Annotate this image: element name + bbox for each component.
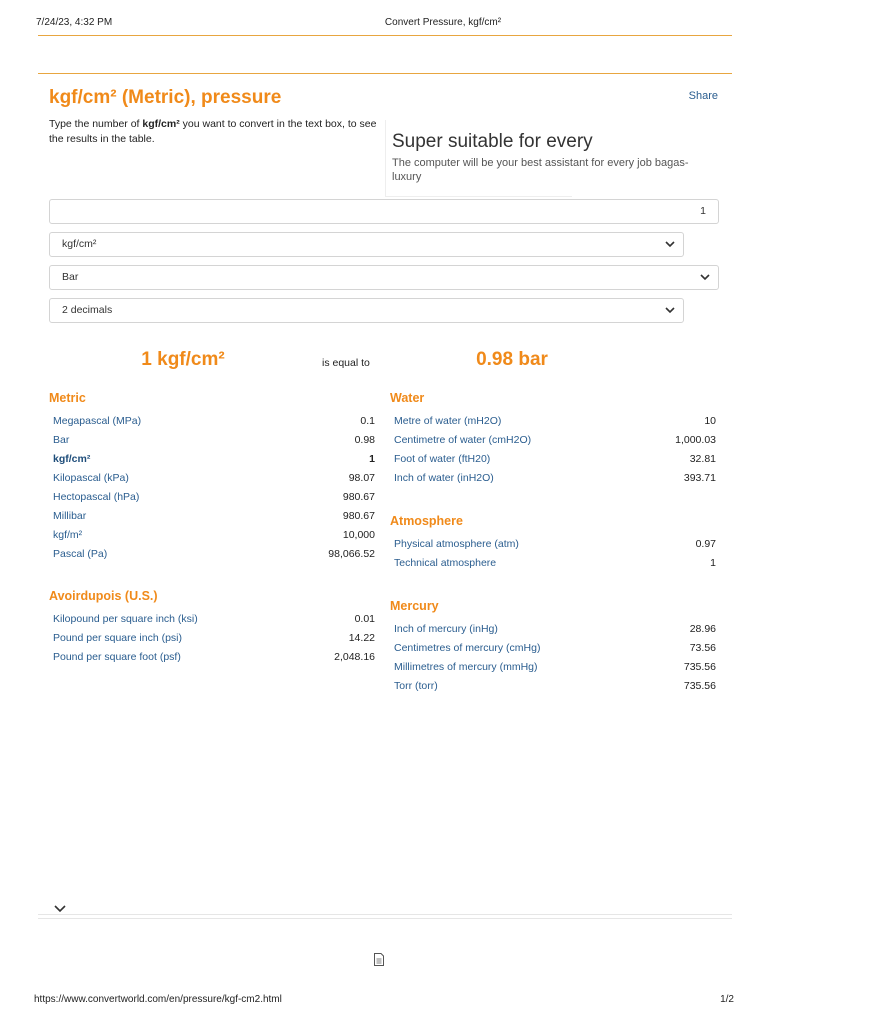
unit-link[interactable]: Centimetres of mercury (cmHg) bbox=[394, 642, 541, 654]
unit-link[interactable]: kgf/cm² bbox=[53, 453, 91, 465]
decimals-value: 2 decimals bbox=[62, 304, 113, 316]
table-row[interactable] bbox=[394, 658, 716, 677]
card-top-border bbox=[38, 73, 732, 74]
table-row[interactable] bbox=[53, 488, 375, 507]
unit-link[interactable]: Pound per square inch (psi) bbox=[53, 632, 182, 644]
unit-link[interactable]: Megapascal (MPa) bbox=[53, 415, 142, 427]
unit-value: 735.56 bbox=[683, 661, 716, 673]
unit-value: 10,000 bbox=[342, 529, 375, 541]
table-row[interactable] bbox=[53, 507, 375, 526]
table-row[interactable] bbox=[53, 431, 375, 450]
unit-value: 0.97 bbox=[695, 538, 716, 550]
table-row[interactable] bbox=[53, 648, 375, 667]
footer-divider bbox=[38, 914, 732, 915]
unit-value: 980.67 bbox=[342, 491, 375, 503]
unit-value: 73.56 bbox=[689, 642, 716, 654]
value-input[interactable]: 1 bbox=[49, 199, 719, 224]
unit-link[interactable]: Millimetres of mercury (mmHg) bbox=[394, 661, 538, 673]
unit-value: 0.01 bbox=[354, 613, 375, 625]
from-unit-select[interactable] bbox=[49, 232, 684, 257]
table-row[interactable] bbox=[394, 554, 716, 573]
table-row[interactable] bbox=[394, 639, 716, 658]
chevron-down-icon bbox=[700, 272, 710, 282]
chevron-down-icon bbox=[665, 239, 675, 249]
chevron-down-icon bbox=[665, 305, 675, 315]
from-unit-value: kgf/cm² bbox=[62, 238, 97, 250]
unit-value: 2,048.16 bbox=[334, 651, 375, 663]
section-title-avoirdupois: Avoirdupois (U.S.) bbox=[49, 589, 158, 603]
table-row[interactable] bbox=[53, 629, 375, 648]
unit-link[interactable]: kgf/m² bbox=[53, 529, 83, 541]
unit-value: 14.22 bbox=[348, 632, 375, 644]
table-row[interactable] bbox=[394, 677, 716, 696]
unit-link[interactable]: Physical atmosphere (atm) bbox=[394, 538, 519, 550]
header-divider bbox=[38, 35, 732, 36]
unit-value: 1 bbox=[710, 557, 716, 569]
unit-link[interactable]: Technical atmosphere bbox=[394, 557, 497, 569]
unit-value: 0.98 bbox=[354, 434, 375, 446]
unit-link[interactable]: Kilopascal (kPa) bbox=[53, 472, 129, 484]
unit-value: 980.67 bbox=[342, 510, 375, 522]
print-page-title: Convert Pressure, kgf/cm² bbox=[384, 17, 502, 28]
section-title-water: Water bbox=[390, 391, 425, 405]
unit-link[interactable]: Inch of mercury (inHg) bbox=[394, 623, 498, 635]
table-row-selected[interactable] bbox=[53, 450, 375, 469]
section-title-mercury: Mercury bbox=[390, 599, 439, 613]
table-mercury bbox=[394, 620, 716, 696]
print-page-number: 1/2 bbox=[720, 994, 734, 1005]
table-row[interactable] bbox=[394, 620, 716, 639]
table-row[interactable] bbox=[53, 610, 375, 629]
unit-value: 98,066.52 bbox=[328, 548, 375, 560]
table-avoirdupois bbox=[53, 610, 375, 667]
result-to: 0.98 bar bbox=[476, 349, 548, 370]
table-atmosphere bbox=[394, 535, 716, 573]
unit-link[interactable]: Bar bbox=[53, 434, 70, 446]
table-row[interactable] bbox=[53, 545, 375, 564]
table-water bbox=[394, 412, 716, 488]
unit-value: 10 bbox=[704, 415, 716, 427]
unit-value: 0.1 bbox=[360, 415, 375, 427]
table-row[interactable] bbox=[53, 526, 375, 545]
share-link[interactable]: Share bbox=[688, 90, 718, 102]
ad-headline: Super suitable for every bbox=[392, 131, 593, 152]
table-row[interactable] bbox=[394, 469, 716, 488]
unit-value: 393.71 bbox=[683, 472, 716, 484]
table-row[interactable] bbox=[394, 535, 716, 554]
footer-divider bbox=[38, 918, 732, 919]
table-row[interactable] bbox=[53, 412, 375, 431]
page-title: kgf/cm² (Metric), pressure bbox=[49, 87, 282, 108]
unit-link[interactable]: Millibar bbox=[53, 510, 87, 522]
document-icon bbox=[373, 953, 385, 966]
unit-link[interactable]: Kilopound per square inch (ksi) bbox=[53, 613, 198, 625]
decimals-select[interactable] bbox=[49, 298, 684, 323]
unit-link[interactable]: Metre of water (mH2O) bbox=[394, 415, 502, 427]
advertisement-banner[interactable] bbox=[385, 120, 689, 197]
table-row[interactable] bbox=[394, 412, 716, 431]
unit-link[interactable]: Hectopascal (hPa) bbox=[53, 491, 140, 503]
to-unit-select[interactable] bbox=[49, 265, 719, 290]
result-from: 1 kgf/cm² bbox=[141, 349, 225, 370]
unit-link[interactable]: Torr (torr) bbox=[394, 680, 438, 692]
print-date: 7/24/23, 4:32 PM bbox=[36, 17, 113, 28]
unit-value: 32.81 bbox=[689, 453, 716, 465]
unit-value: 98.07 bbox=[348, 472, 375, 484]
table-row[interactable] bbox=[394, 431, 716, 450]
unit-value: 28.96 bbox=[689, 623, 716, 635]
unit-link[interactable]: Pascal (Pa) bbox=[53, 548, 108, 560]
chevron-down-icon[interactable] bbox=[53, 903, 67, 913]
unit-link[interactable]: Foot of water (ftH20) bbox=[394, 453, 491, 465]
unit-link[interactable]: Inch of water (inH2O) bbox=[394, 472, 494, 484]
unit-value: 1,000.03 bbox=[675, 434, 716, 446]
unit-link[interactable]: Centimetre of water (cmH2O) bbox=[394, 434, 532, 446]
intro-text: Type the number of kgf/cm² you want to convert in the text box, to see the results in the table. bbox=[49, 118, 377, 145]
print-url: https://www.convertworld.com/en/pressure/kgf-cm2.html bbox=[34, 994, 282, 1005]
unit-link[interactable]: Pound per square foot (psf) bbox=[53, 651, 181, 663]
table-row[interactable] bbox=[53, 469, 375, 488]
section-title-metric: Metric bbox=[49, 391, 86, 405]
unit-value: 1 bbox=[369, 453, 375, 465]
result-equals-text: is equal to bbox=[322, 357, 370, 369]
unit-value: 735.56 bbox=[683, 680, 716, 692]
section-title-atmosphere: Atmosphere bbox=[390, 514, 463, 528]
to-unit-value: Bar bbox=[62, 271, 79, 283]
ad-subline: The computer will be your best assistant for every job bagas-luxury bbox=[392, 157, 689, 183]
table-metric bbox=[53, 412, 375, 564]
table-row[interactable] bbox=[394, 450, 716, 469]
